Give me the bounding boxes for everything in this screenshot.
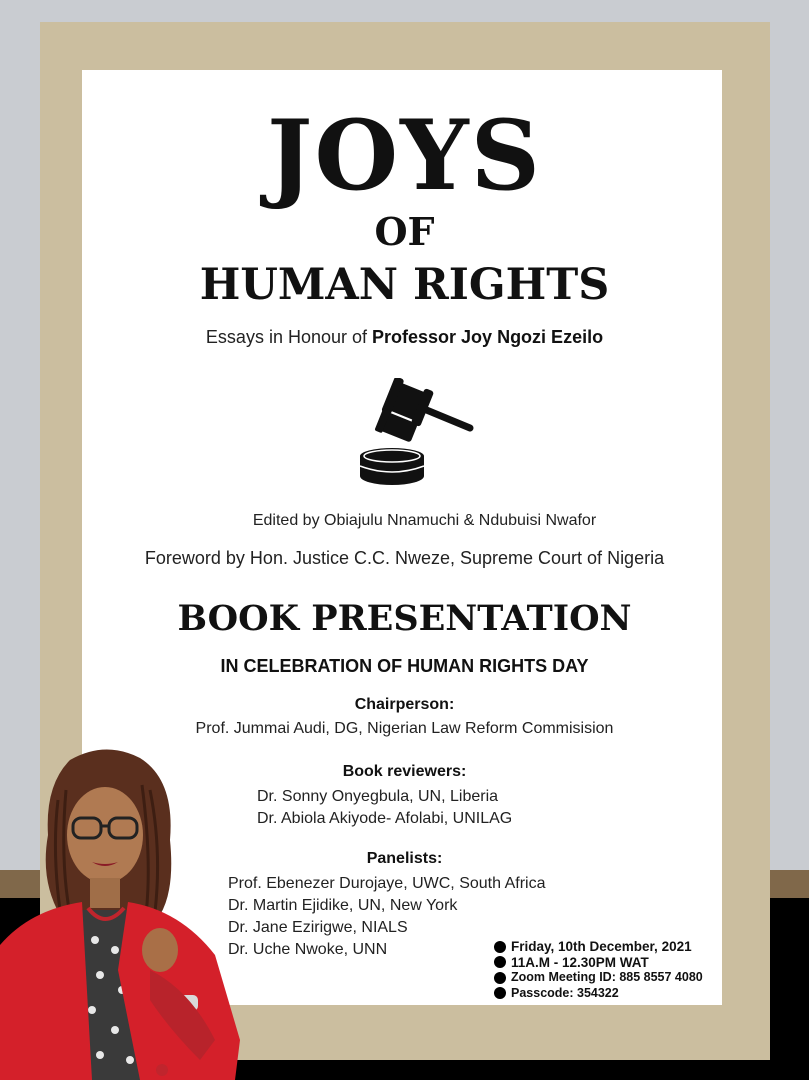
detail-time-text: 11A.M - 12.30PM WAT xyxy=(511,954,649,970)
event-occasion: IN CELEBRATION OF HUMAN RIGHTS DAY xyxy=(220,656,589,676)
title-line-human-rights: HUMAN RIGHTS xyxy=(199,260,610,310)
chairperson-name: Prof. Jummai Audi, DG, Nigerian Law Reform Commisision xyxy=(195,720,614,737)
subtitle xyxy=(0,327,809,348)
detail-zoom xyxy=(494,970,703,986)
title-line-joys: JOYS xyxy=(267,99,542,212)
panelist-item: Dr. Jane Ezirigwe, NIALS xyxy=(228,919,408,936)
reviewers-label: Book reviewers: xyxy=(342,763,467,780)
detail-time xyxy=(494,955,703,971)
event-details xyxy=(494,939,703,1001)
reviewer-item: Dr. Sonny Onyegbula, UN, Liberia xyxy=(257,788,499,805)
bullet-dot-icon xyxy=(494,987,506,999)
detail-zoom-text: Zoom Meeting ID: 885 8557 4080 xyxy=(511,970,703,984)
detail-date-text: Friday, 10th December, 2021 xyxy=(511,939,692,954)
reviewers-list xyxy=(257,786,512,830)
panelist-item: Dr. Martin Ejidike, UN, New York xyxy=(228,897,458,914)
editors-credit: Edited by Obiajulu Nnamuchi & Ndubuisi Nwafor xyxy=(252,512,597,529)
honoree-portrait xyxy=(0,740,255,1080)
foreword-credit: Foreword by Hon. Justice C.C. Nweze, Supreme Court of Nigeria xyxy=(144,548,665,568)
title-line-of: OF xyxy=(374,209,435,254)
detail-passcode xyxy=(494,986,703,1002)
detail-date xyxy=(494,939,703,955)
gavel-icon xyxy=(350,378,480,493)
bullet-dot-icon xyxy=(494,941,506,953)
reviewer-item: Dr. Abiola Akiyode- Afolabi, UNILAG xyxy=(257,810,513,827)
panelist-item: Dr. Uche Nwoke, UNN xyxy=(228,941,388,958)
bullet-dot-icon xyxy=(494,956,506,968)
detail-passcode-text: Passcode: 354322 xyxy=(511,985,619,1000)
panelist-item: Prof. Ebenezer Durojaye, UWC, South Africa xyxy=(228,875,546,892)
chairperson-label: Chairperson: xyxy=(354,696,455,713)
honoree-name: Professor Joy Ngozi Ezeilo xyxy=(372,327,604,347)
subtitle-prefix: Essays in Honour of xyxy=(205,327,367,347)
panelists-label: Panelists: xyxy=(366,850,443,867)
bullet-dot-icon xyxy=(494,972,506,984)
event-heading: BOOK PRESENTATION xyxy=(177,598,632,639)
